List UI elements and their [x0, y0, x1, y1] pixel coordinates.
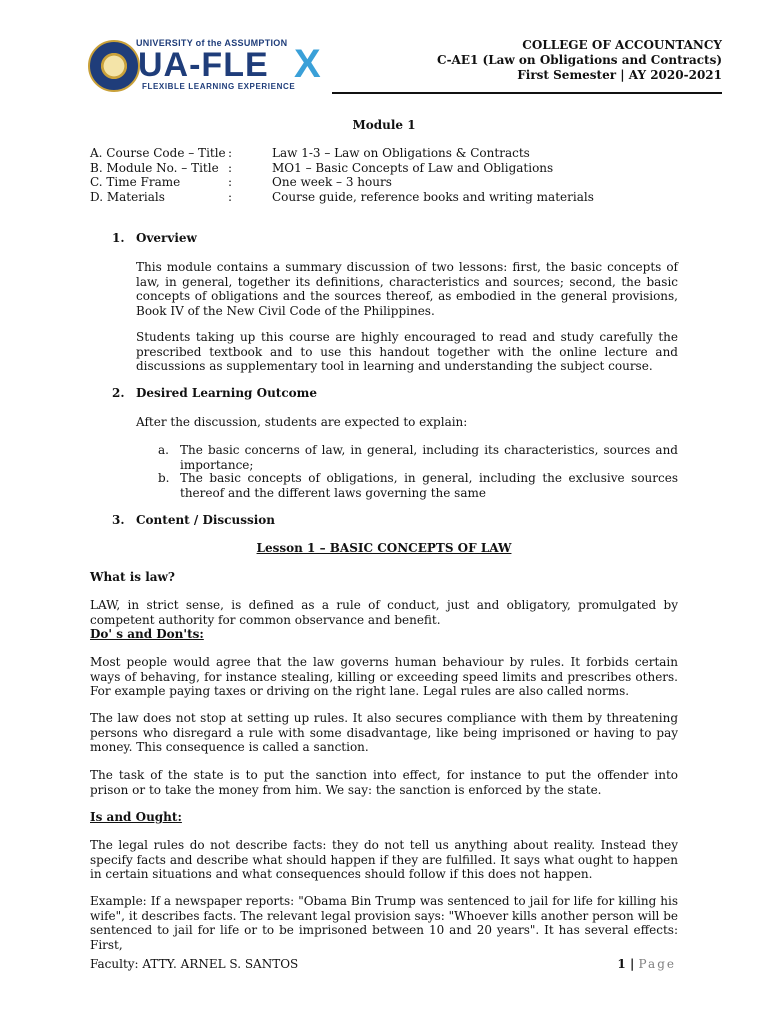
outcome-item — [158, 443, 678, 472]
meta-label: A. Course Code – Title — [90, 146, 226, 160]
meta-value: MO1 – Basic Concepts of Law and Obligations — [272, 160, 554, 175]
body-paragraph: The law does not stop at setting up rules. It also secures compliance with them by threatening persons who disregard a rule with some disadvantage, like being imprisoned or having to pay money. This consequence is called a sanction. — [90, 711, 678, 754]
is-ought-heading: Is and Ought: — [90, 810, 182, 824]
law-definition-paragraph: LAW, in strict sense, is defined as a rule of conduct, just and obligatory, promulgated by competent authority for common observance and benefit. — [90, 598, 678, 627]
logo-university-name: UNIVERSITY of the ASSUMPTION — [136, 38, 288, 48]
meta-row — [90, 175, 594, 190]
body-paragraph: Example: If a newspaper reports: "Obama Bin Trump was sentenced to jail for life for killing his wife", it describes facts. The relevant legal provision says: "Whoever kills another person will be sentenced to jail for life or to be imprisoned between 10 and 20 years". It has several effects: First, — [90, 894, 678, 952]
page-number: 1 — [617, 957, 626, 971]
logo-brand-main: UA-FLE — [138, 46, 269, 84]
body-paragraph: The task of the state is to put the sanction into effect, for instance to put the offender into prison or to take the money from him. We say: the sanction is enforced by the state. — [90, 768, 678, 797]
outcome-item-letter: a. — [158, 443, 169, 457]
body-paragraph: Most people would agree that the law governs human behaviour by rules. It forbids certain ways of behaving, for instance stealing, killing or exceeding speed limits and prescribes others. For example paying taxes or driving on the right lane. Legal rules are also called norms. — [90, 655, 678, 698]
section-content-heading — [112, 513, 275, 527]
dos-donts-heading: Do' s and Don'ts: — [90, 627, 204, 641]
meta-value: One week – 3 hours — [272, 175, 392, 189]
meta-value: Course guide, reference books and writing materials — [272, 189, 594, 204]
meta-separator: : — [228, 189, 233, 204]
outcome-item — [158, 471, 678, 500]
outcome-intro: After the discussion, students are expected to explain: — [136, 415, 468, 429]
header-info — [437, 38, 722, 83]
meta-row — [90, 161, 594, 176]
college-name: COLLEGE OF ACCOUNTANCY — [522, 38, 722, 52]
section-title: Content / Discussion — [136, 513, 276, 527]
question-heading: What is law? — [90, 570, 175, 584]
meta-label: D. Materials — [90, 189, 165, 204]
overview-paragraph: This module contains a summary discussion of two lessons: first, the basic concepts of law, in general, together its definitions, characteristics and sources; second, the basic concepts of obligations and the sources thereof, as embodied in the general provisions, Book IV of the New Civil Code of the Philippines. — [136, 260, 678, 318]
meta-separator: : — [228, 160, 233, 175]
term-info: First Semester | AY 2020-2021 — [517, 68, 722, 82]
section-number: 1. — [112, 231, 125, 245]
footer-faculty: Faculty: ATTY. ARNEL S. SANTOS — [90, 957, 299, 971]
logo-brand — [138, 46, 269, 84]
page-separator: | — [629, 957, 635, 971]
outcome-item-text: The basic concepts of obligations, in general, including the exclusive sources thereof and the different laws governing the same — [180, 471, 678, 500]
section-number: 2. — [112, 386, 125, 400]
section-outcome-heading — [112, 386, 317, 400]
section-title: Overview — [136, 231, 197, 245]
section-title: Desired Learning Outcome — [136, 386, 317, 400]
logo-tagline: FLEXIBLE LEARNING EXPERIENCE — [142, 82, 296, 91]
section-overview-heading — [112, 231, 197, 245]
outcome-item-text: The basic concerns of law, in general, including its characteristics, sources and importance; — [180, 443, 678, 472]
body-paragraph: The legal rules do not describe facts: they do not tell us anything about reality. Instead they specify facts and describe what should happen if they are fulfilled. It says what ought to happen in certain situations and what consequences should follow if this does not happen. — [90, 838, 678, 881]
course-name: C-AE1 (Law on Obligations and Contracts) — [437, 53, 722, 67]
module-title: Module 1 — [352, 118, 416, 132]
meta-row — [90, 146, 594, 161]
overview-paragraph: Students taking up this course are highly encouraged to read and study carefully the prescribed textbook and to use this handout together with the online lecture and discussions as supplementary tool in learning and understanding the subject course. — [136, 330, 678, 373]
footer-page-number — [617, 957, 676, 971]
ua-flex-logo — [88, 38, 328, 94]
section-number: 3. — [112, 513, 125, 527]
logo-x-mark: X — [294, 42, 321, 86]
lesson-title: Lesson 1 – BASIC CONCEPTS OF LAW — [256, 541, 512, 555]
course-meta — [90, 146, 594, 204]
meta-label: B. Module No. – Title — [90, 160, 219, 175]
meta-separator: : — [228, 175, 233, 189]
university-seal-icon — [88, 40, 140, 92]
outcome-item-letter: b. — [158, 471, 170, 485]
header-divider — [332, 92, 722, 94]
page-word: Page — [638, 957, 676, 971]
meta-label: C. Time Frame — [90, 175, 181, 189]
meta-value: Law 1-3 – Law on Obligations & Contracts — [272, 146, 530, 160]
meta-separator: : — [228, 146, 233, 160]
meta-row — [90, 190, 594, 205]
